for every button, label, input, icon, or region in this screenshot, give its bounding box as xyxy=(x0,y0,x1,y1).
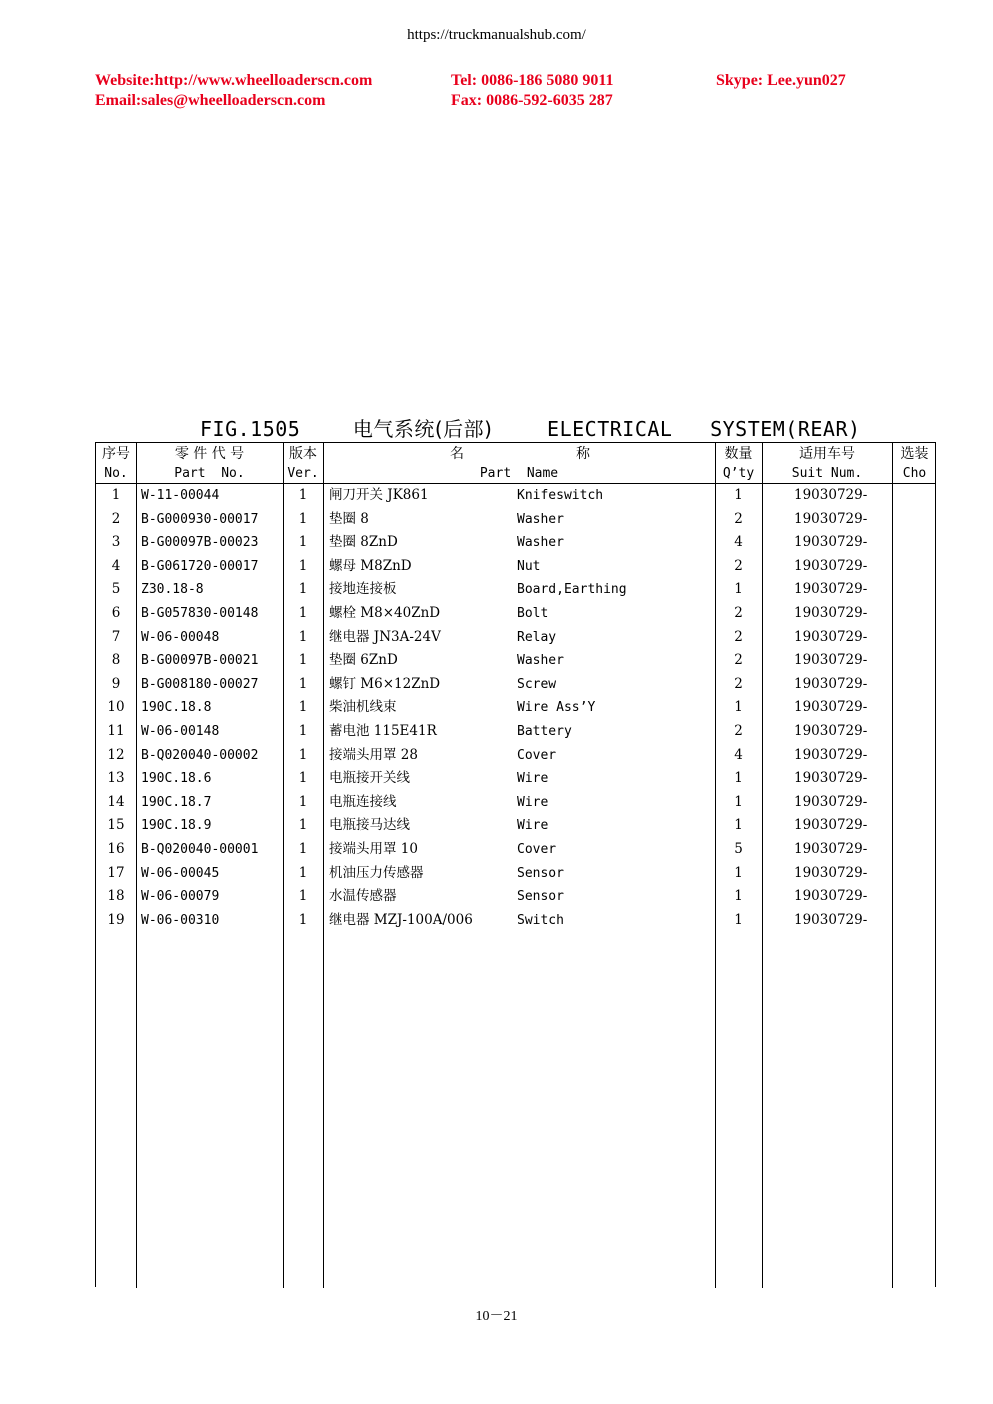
header-ver: 版本 Ver. xyxy=(287,446,319,481)
part-name-en: Sensor xyxy=(517,865,564,881)
suit-number: 19030729- xyxy=(794,605,868,621)
quantity: 1 xyxy=(734,817,743,834)
part-name-en: Sensor xyxy=(517,889,564,905)
part-name-cn: 螺钉 M6×12ZnD xyxy=(329,675,441,692)
part-number: W-06-00048 xyxy=(141,629,220,645)
part-name-cn: 水温传感器 xyxy=(329,888,397,905)
row-number: 5 xyxy=(111,581,121,598)
suit-number: 19030729- xyxy=(794,817,868,834)
part-name-cn: 垫圈 8ZnD xyxy=(329,534,398,551)
table-row xyxy=(96,838,937,862)
row-number: 15 xyxy=(107,817,125,834)
row-number: 17 xyxy=(107,864,125,881)
version: 1 xyxy=(298,888,308,905)
row-number: 16 xyxy=(107,841,125,857)
part-name-cn: 闸刀开关 JK861 xyxy=(329,487,429,503)
part-name-en: Board,Earthing xyxy=(517,582,627,598)
version: 1 xyxy=(298,581,308,598)
quantity: 1 xyxy=(734,770,743,787)
part-name-cn: 电瓶接开关线 xyxy=(329,770,410,787)
quantity: 1 xyxy=(734,911,743,928)
part-name-cn: 机油压力传感器 xyxy=(329,864,424,881)
part-number: W-11-00044 xyxy=(141,488,220,503)
quantity: 1 xyxy=(734,581,743,598)
row-number: 13 xyxy=(107,770,125,787)
quantity: 1 xyxy=(734,793,743,810)
quantity: 2 xyxy=(734,675,743,692)
phone-number: Tel: 0086-186 5080 9011 xyxy=(451,72,614,89)
header-part-name: 名 称 Part Name xyxy=(450,446,590,481)
version: 1 xyxy=(298,557,308,574)
part-name-cn: 接端头用罩 28 xyxy=(329,746,418,763)
part-name-en: Wire xyxy=(517,794,549,810)
row-number: 9 xyxy=(111,675,121,692)
table-row xyxy=(96,508,937,532)
part-number: B-Q020040-00002 xyxy=(141,747,259,763)
suit-number: 19030729- xyxy=(794,723,868,739)
quantity: 5 xyxy=(734,841,743,857)
part-name-en: Wire xyxy=(517,818,549,834)
header-qty: 数量 Q’ty xyxy=(722,446,755,481)
quantity: 1 xyxy=(734,888,743,905)
version: 1 xyxy=(298,864,308,881)
figure-title-en: ELECTRICAL SYSTEM(REAR) xyxy=(547,417,861,441)
email-link[interactable]: Email:sales@wheelloaderscn.com xyxy=(95,92,326,109)
header-suit-num: 适用车号 Suit Num. xyxy=(791,446,863,481)
part-name-en: Relay xyxy=(517,629,557,645)
part-name-cn: 螺母 M8ZnD xyxy=(329,557,412,574)
suit-number: 19030729- xyxy=(794,628,868,645)
suit-number: 19030729- xyxy=(794,487,868,503)
header-no: 序号 No. xyxy=(102,446,130,481)
table-row xyxy=(96,578,937,602)
row-number: 12 xyxy=(107,746,125,763)
quantity: 2 xyxy=(734,557,743,574)
part-name-cn: 柴油机线束 xyxy=(329,699,397,716)
row-number: 14 xyxy=(107,793,125,810)
table-row xyxy=(96,720,937,744)
row-number: 7 xyxy=(111,628,121,645)
row-number: 4 xyxy=(111,557,121,574)
version: 1 xyxy=(298,746,308,763)
table-row xyxy=(96,602,937,626)
figure-title xyxy=(200,413,861,442)
website-link[interactable]: Website:http://www.wheelloaderscn.com xyxy=(95,72,373,89)
table-row xyxy=(96,484,937,508)
suit-number: 19030729- xyxy=(794,888,868,905)
row-number: 1 xyxy=(111,487,121,503)
part-name-en: Wire Ass’Y xyxy=(517,700,596,716)
figure-code: FIG.1505 xyxy=(200,417,301,441)
row-number: 18 xyxy=(107,888,125,905)
suit-number: 19030729- xyxy=(794,793,868,810)
part-number: 190C.18.6 xyxy=(141,771,212,787)
table-row xyxy=(96,649,937,673)
part-name-cn: 蓄电池 115E41R xyxy=(329,723,437,739)
part-number: 190C.18.9 xyxy=(141,818,212,834)
version: 1 xyxy=(298,699,308,716)
part-name-en: Washer xyxy=(517,511,564,527)
row-number: 8 xyxy=(111,652,121,669)
table-row xyxy=(96,696,937,720)
part-number: W-06-00310 xyxy=(141,912,220,928)
fax-number: Fax: 0086-592-6035 287 xyxy=(451,92,613,109)
version: 1 xyxy=(298,793,308,810)
quantity: 2 xyxy=(734,510,743,527)
part-name-cn: 接地连接板 xyxy=(329,581,397,598)
row-number: 6 xyxy=(111,605,121,621)
part-name-en: Cover xyxy=(517,747,557,763)
suit-number: 19030729- xyxy=(794,911,868,928)
part-name-en: Screw xyxy=(517,676,557,692)
suit-number: 19030729- xyxy=(794,534,868,551)
header-part-no: 零 件 代 号 Part No. xyxy=(174,446,245,481)
suit-number: 19030729- xyxy=(794,557,868,574)
part-name-cn: 垫圈 8 xyxy=(329,510,369,527)
suit-number: 19030729- xyxy=(794,581,868,598)
row-number: 2 xyxy=(111,510,121,527)
part-name-en: Switch xyxy=(517,912,564,928)
table-row xyxy=(96,814,937,838)
part-name-cn: 电瓶接马达线 xyxy=(329,817,410,834)
table-row xyxy=(96,909,937,933)
table-row xyxy=(96,862,937,886)
page-number: 10－21 xyxy=(475,1309,518,1324)
version: 1 xyxy=(298,723,308,739)
part-name-en: Wire xyxy=(517,771,549,787)
suit-number: 19030729- xyxy=(794,652,868,669)
part-name-cn: 螺栓 M8×40ZnD xyxy=(329,605,441,621)
version: 1 xyxy=(298,817,308,834)
part-number: B-G000930-00017 xyxy=(141,511,259,527)
suit-number: 19030729- xyxy=(794,746,868,763)
table-row xyxy=(96,673,937,697)
quantity: 2 xyxy=(734,628,743,645)
version: 1 xyxy=(298,770,308,787)
version: 1 xyxy=(298,487,308,503)
figure-title-cn: 电气系统(后部) xyxy=(352,417,493,441)
version: 1 xyxy=(298,675,308,692)
version: 1 xyxy=(298,510,308,527)
suit-number: 19030729- xyxy=(794,770,868,787)
part-name-en: Nut xyxy=(517,558,541,574)
quantity: 4 xyxy=(734,746,743,763)
part-name-cn: 接端头用罩 10 xyxy=(329,841,418,857)
part-name-en: Washer xyxy=(517,653,564,669)
suit-number: 19030729- xyxy=(794,675,868,692)
header-cho: 选装 Cho xyxy=(900,446,929,481)
part-name-en: Battery xyxy=(517,724,572,739)
suit-number: 19030729- xyxy=(794,699,868,716)
table-row xyxy=(96,555,937,579)
quantity: 2 xyxy=(734,605,743,621)
skype-id: Skype: Lee.yun027 xyxy=(716,72,846,89)
quantity: 1 xyxy=(734,699,743,716)
version: 1 xyxy=(298,605,308,621)
part-name-cn: 电瓶连接线 xyxy=(329,793,397,810)
part-name-cn: 继电器 JN3A-24V xyxy=(329,628,441,645)
quantity: 4 xyxy=(734,534,743,551)
table-row xyxy=(96,531,937,555)
part-number: B-G061720-00017 xyxy=(141,558,259,574)
part-number: 190C.18.8 xyxy=(141,700,212,716)
part-name-cn: 继电器 MZJ-100A/006 xyxy=(329,911,473,928)
table-row xyxy=(96,885,937,909)
part-number: B-G008180-00027 xyxy=(141,676,259,692)
version: 1 xyxy=(298,534,308,551)
table-row xyxy=(96,791,937,815)
quantity: 2 xyxy=(734,652,743,669)
suit-number: 19030729- xyxy=(794,510,868,527)
suit-number: 19030729- xyxy=(794,864,868,881)
suit-number: 19030729- xyxy=(794,841,868,857)
part-number: 190C.18.7 xyxy=(141,794,212,810)
quantity: 1 xyxy=(734,487,743,503)
version: 1 xyxy=(298,628,308,645)
part-number: W-06-00148 xyxy=(141,724,220,739)
part-name-en: Cover xyxy=(517,842,557,857)
part-number: B-G00097B-00023 xyxy=(141,535,259,551)
row-number: 11 xyxy=(107,723,125,739)
table-row xyxy=(96,626,937,650)
part-number: W-06-00045 xyxy=(141,865,220,881)
version: 1 xyxy=(298,911,308,928)
part-number: B-G00097B-00021 xyxy=(141,653,259,669)
part-name-cn: 垫圈 6ZnD xyxy=(329,652,398,669)
part-number: W-06-00079 xyxy=(141,889,220,905)
version: 1 xyxy=(298,652,308,669)
part-name-en: Washer xyxy=(517,535,564,551)
table-row xyxy=(96,767,937,791)
table-row xyxy=(96,744,937,768)
part-name-en: Knifeswitch xyxy=(517,488,604,503)
parts-table xyxy=(95,442,936,1287)
part-number: Z30.18-8 xyxy=(141,582,204,598)
row-number: 19 xyxy=(107,911,125,928)
row-number: 3 xyxy=(111,534,121,551)
quantity: 2 xyxy=(734,723,743,739)
version: 1 xyxy=(298,841,308,857)
site-url[interactable]: https://truckmanualshub.com/ xyxy=(407,27,586,43)
quantity: 1 xyxy=(734,864,743,881)
part-name-en: Bolt xyxy=(517,606,549,621)
row-number: 10 xyxy=(107,699,125,716)
part-number: B-G057830-00148 xyxy=(141,606,259,621)
part-number: B-Q020040-00001 xyxy=(141,842,259,857)
